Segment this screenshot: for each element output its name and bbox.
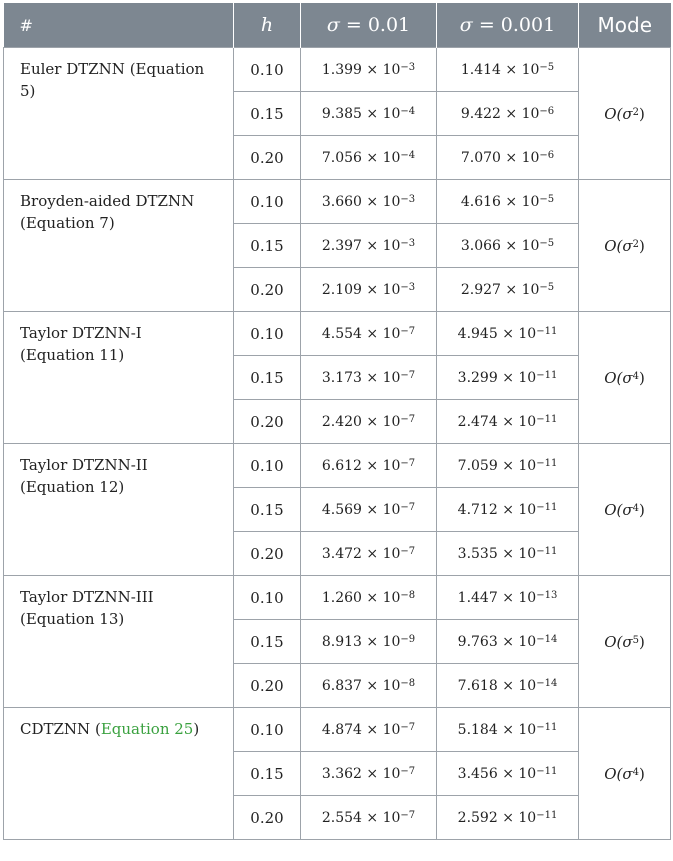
error-order: $O(\sigma^5)$ bbox=[579, 576, 671, 708]
step-size: 0.10 bbox=[234, 48, 301, 92]
sci-value: $3.362 \times 10^{-7}$ bbox=[321, 765, 416, 782]
sci-value: $8.913 \times 10^{-9}$ bbox=[321, 633, 416, 650]
method-name: Broyden-aided DTZNN (Equation 7) bbox=[4, 180, 234, 312]
error-sigma-0001 bbox=[437, 708, 579, 752]
sci-value: $7.618 \times 10^{-14}$ bbox=[457, 677, 558, 694]
equation-link[interactable]: Equation 25 bbox=[100, 720, 194, 738]
header-sigma-0001: σ = 0.001 bbox=[437, 3, 579, 48]
error-order: $O(\sigma^4)$ bbox=[579, 444, 671, 576]
step-size: 0.15 bbox=[234, 224, 301, 268]
error-sigma-001 bbox=[301, 708, 437, 752]
sci-value: $4.569 \times 10^{-7}$ bbox=[321, 501, 416, 518]
sci-value: $1.260 \times 10^{-8}$ bbox=[321, 589, 416, 606]
table-row bbox=[4, 576, 671, 620]
sci-value: $1.447 \times 10^{-13}$ bbox=[457, 589, 558, 606]
error-sigma-001 bbox=[301, 356, 437, 400]
sci-value: $6.837 \times 10^{-8}$ bbox=[321, 677, 416, 694]
error-sigma-001 bbox=[301, 532, 437, 576]
error-sigma-0001 bbox=[437, 576, 579, 620]
header-mode: Mode bbox=[579, 3, 671, 48]
error-sigma-0001 bbox=[437, 268, 579, 312]
sci-value: $7.056 \times 10^{-4}$ bbox=[321, 149, 416, 166]
error-sigma-0001 bbox=[437, 180, 579, 224]
table-row bbox=[4, 48, 671, 92]
step-size: 0.15 bbox=[234, 620, 301, 664]
sci-value: $3.299 \times 10^{-11}$ bbox=[457, 369, 558, 386]
step-size: 0.15 bbox=[234, 92, 301, 136]
header-h: h bbox=[234, 3, 301, 48]
error-order: $O(\sigma^4)$ bbox=[579, 708, 671, 840]
sci-value: $9.385 \times 10^{-4}$ bbox=[321, 105, 416, 122]
sci-value: $2.554 \times 10^{-7}$ bbox=[321, 809, 416, 826]
method-name: CDTZNN (Equation 25) bbox=[4, 708, 234, 840]
sci-value: $3.660 \times 10^{-3}$ bbox=[321, 193, 416, 210]
error-sigma-0001 bbox=[437, 400, 579, 444]
sci-value: $4.945 \times 10^{-11}$ bbox=[457, 325, 558, 342]
step-size: 0.20 bbox=[234, 400, 301, 444]
sci-value: $1.399 \times 10^{-3}$ bbox=[321, 61, 416, 78]
sci-value: $3.066 \times 10^{-5}$ bbox=[460, 237, 555, 254]
sci-value: $3.472 \times 10^{-7}$ bbox=[321, 545, 416, 562]
error-sigma-001 bbox=[301, 180, 437, 224]
error-order: $O(\sigma^2)$ bbox=[579, 180, 671, 312]
error-sigma-001 bbox=[301, 664, 437, 708]
table-row bbox=[4, 444, 671, 488]
table-row bbox=[4, 180, 671, 224]
error-sigma-001 bbox=[301, 92, 437, 136]
error-sigma-001 bbox=[301, 620, 437, 664]
step-size: 0.10 bbox=[234, 312, 301, 356]
sci-value: $4.712 \times 10^{-11}$ bbox=[457, 501, 558, 518]
sci-value: $9.422 \times 10^{-6}$ bbox=[460, 105, 555, 122]
step-size: 0.15 bbox=[234, 356, 301, 400]
step-size: 0.10 bbox=[234, 708, 301, 752]
header-sigma-001: σ = 0.01 bbox=[301, 3, 437, 48]
sci-value: $9.763 \times 10^{-14}$ bbox=[457, 633, 558, 650]
sci-value: $6.612 \times 10^{-7}$ bbox=[321, 457, 416, 474]
sci-value: $5.184 \times 10^{-11}$ bbox=[457, 721, 558, 738]
sci-value: $2.927 \times 10^{-5}$ bbox=[460, 281, 555, 298]
error-sigma-0001 bbox=[437, 752, 579, 796]
step-size: 0.20 bbox=[234, 532, 301, 576]
error-sigma-0001 bbox=[437, 664, 579, 708]
step-size: 0.20 bbox=[234, 664, 301, 708]
step-size: 0.10 bbox=[234, 180, 301, 224]
step-size: 0.10 bbox=[234, 576, 301, 620]
sci-value: $2.420 \times 10^{-7}$ bbox=[321, 413, 416, 430]
error-sigma-0001 bbox=[437, 136, 579, 180]
error-sigma-0001 bbox=[437, 444, 579, 488]
sci-value: $2.474 \times 10^{-11}$ bbox=[457, 413, 558, 430]
error-order: $O(\sigma^4)$ bbox=[579, 312, 671, 444]
sci-value: $2.109 \times 10^{-3}$ bbox=[321, 281, 416, 298]
error-sigma-001 bbox=[301, 400, 437, 444]
error-sigma-0001 bbox=[437, 224, 579, 268]
step-size: 0.20 bbox=[234, 136, 301, 180]
sci-value: $2.592 \times 10^{-11}$ bbox=[457, 809, 558, 826]
error-sigma-0001 bbox=[437, 92, 579, 136]
method-name: Taylor DTZNN-I (Equation 11) bbox=[4, 312, 234, 444]
error-sigma-001 bbox=[301, 752, 437, 796]
error-order: $O(\sigma^2)$ bbox=[579, 48, 671, 180]
error-sigma-0001 bbox=[437, 532, 579, 576]
sci-value: $3.535 \times 10^{-11}$ bbox=[457, 545, 558, 562]
method-name: Euler DTZNN (Equation 5) bbox=[4, 48, 234, 180]
sci-value: $7.070 \times 10^{-6}$ bbox=[460, 149, 555, 166]
sci-value: $4.616 \times 10^{-5}$ bbox=[460, 193, 555, 210]
header-method: # bbox=[4, 3, 234, 48]
sci-value: $3.456 \times 10^{-11}$ bbox=[457, 765, 558, 782]
error-sigma-001 bbox=[301, 576, 437, 620]
error-sigma-0001 bbox=[437, 312, 579, 356]
sci-value: $4.554 \times 10^{-7}$ bbox=[321, 325, 416, 342]
step-size: 0.20 bbox=[234, 796, 301, 840]
sci-value: $1.414 \times 10^{-5}$ bbox=[460, 61, 555, 78]
step-size: 0.15 bbox=[234, 752, 301, 796]
sci-value: $4.874 \times 10^{-7}$ bbox=[321, 721, 416, 738]
error-sigma-001 bbox=[301, 312, 437, 356]
results-table bbox=[3, 3, 671, 840]
table-row bbox=[4, 708, 671, 752]
step-size: 0.20 bbox=[234, 268, 301, 312]
error-sigma-001 bbox=[301, 136, 437, 180]
error-sigma-0001 bbox=[437, 356, 579, 400]
step-size: 0.15 bbox=[234, 488, 301, 532]
error-sigma-001 bbox=[301, 444, 437, 488]
error-sigma-0001 bbox=[437, 796, 579, 840]
error-sigma-0001 bbox=[437, 620, 579, 664]
error-sigma-001 bbox=[301, 796, 437, 840]
step-size: 0.10 bbox=[234, 444, 301, 488]
error-sigma-001 bbox=[301, 268, 437, 312]
sci-value: $2.397 \times 10^{-3}$ bbox=[321, 237, 416, 254]
method-name: Taylor DTZNN-II (Equation 12) bbox=[4, 444, 234, 576]
sci-value: $7.059 \times 10^{-11}$ bbox=[457, 457, 558, 474]
error-sigma-0001 bbox=[437, 488, 579, 532]
table-row bbox=[4, 312, 671, 356]
sci-value: $3.173 \times 10^{-7}$ bbox=[321, 369, 416, 386]
error-sigma-0001 bbox=[437, 48, 579, 92]
method-name: Taylor DTZNN-III (Equation 13) bbox=[4, 576, 234, 708]
header-row bbox=[4, 3, 671, 48]
error-sigma-001 bbox=[301, 224, 437, 268]
error-sigma-001 bbox=[301, 488, 437, 532]
error-sigma-001 bbox=[301, 48, 437, 92]
